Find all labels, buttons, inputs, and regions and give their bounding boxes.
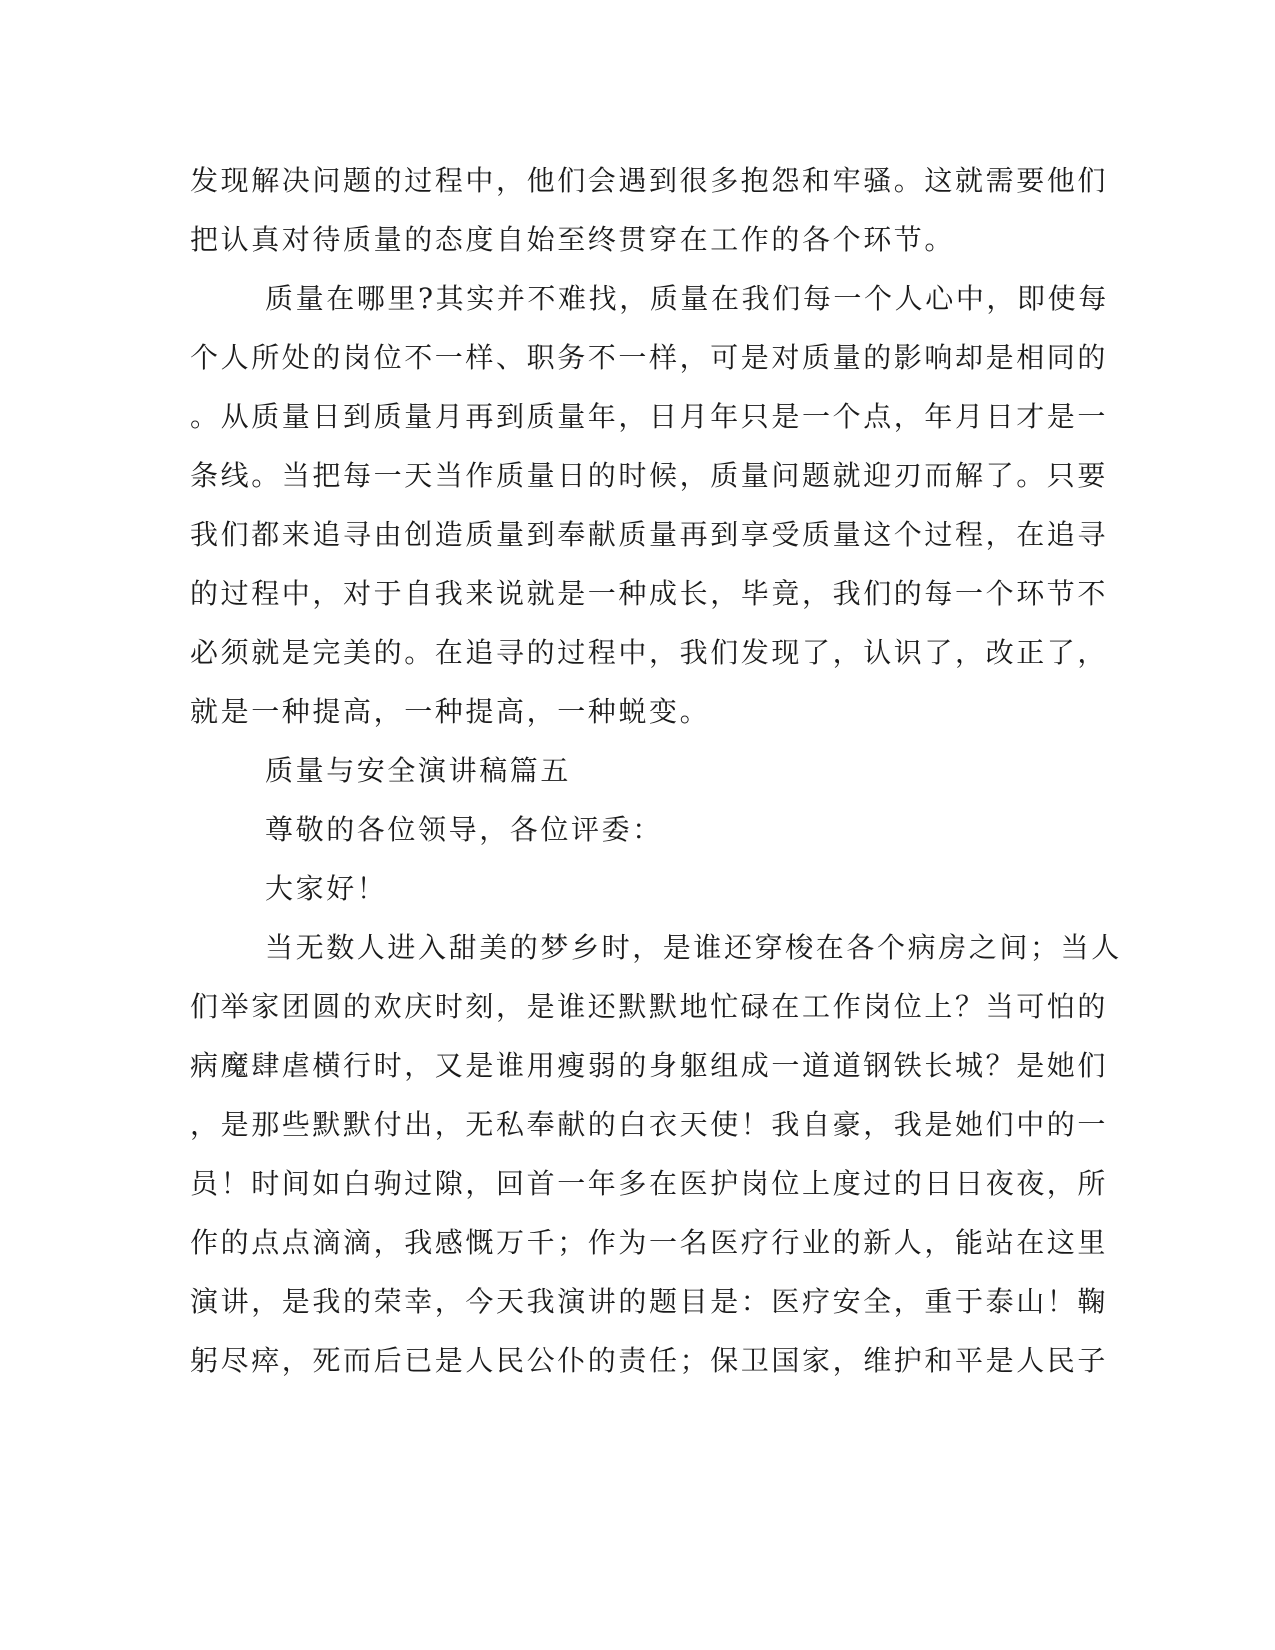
text-line: 我们都来追寻由创造质量到奉献质量再到享受质量这个过程，在追寻 bbox=[190, 518, 1109, 551]
text-line: 的过程中，对于自我来说就是一种成长，毕竟，我们的每一个环节不 bbox=[190, 577, 1109, 610]
text-line: 把认真对待质量的态度自始至终贯穿在工作的各个环节。 bbox=[190, 223, 956, 256]
paragraph-start-line: 质量在哪里?其实并不难找，质量在我们每一个人心中，即使每 bbox=[265, 282, 1109, 315]
text-line: 演讲，是我的荣幸，今天我演讲的题目是：医疗安全，重于泰山！鞠 bbox=[190, 1285, 1109, 1318]
text-line: 条线。当把每一天当作质量日的时候，质量问题就迎刃而解了。只要 bbox=[190, 459, 1109, 492]
text-line: 员！时间如白驹过隙，回首一年多在医护岗位上度过的日日夜夜，所 bbox=[190, 1167, 1109, 1200]
text-line: 病魔肆虐横行时，又是谁用瘦弱的身躯组成一道道钢铁长城？是她们 bbox=[190, 1049, 1109, 1082]
text-line: 躬尽瘁，死而后已是人民公仆的责任；保卫国家，维护和平是人民子 bbox=[190, 1344, 1109, 1377]
text-line: 。从质量日到质量月再到质量年，日月年只是一个点，年月日才是一 bbox=[190, 400, 1109, 433]
text-line: 个人所处的岗位不一样、职务不一样，可是对质量的影响却是相同的 bbox=[190, 341, 1109, 374]
text-line: 作的点点滴滴，我感慨万千；作为一名医疗行业的新人，能站在这里 bbox=[190, 1226, 1109, 1259]
text-line: ，是那些默默付出，无私奉献的白衣天使！我自豪，我是她们中的一 bbox=[190, 1108, 1109, 1141]
text-line: 发现解决问题的过程中，他们会遇到很多抱怨和牢骚。这就需要他们 bbox=[190, 164, 1109, 197]
salutation: 尊敬的各位领导，各位评委： bbox=[265, 813, 663, 846]
text-line: 必须就是完美的。在追寻的过程中，我们发现了，认识了，改正了， bbox=[190, 636, 1109, 669]
text-line: 们举家团圆的欢庆时刻，是谁还默默地忙碌在工作岗位上？当可怕的 bbox=[190, 990, 1109, 1023]
text-line: 就是一种提高，一种提高，一种蜕变。 bbox=[190, 695, 711, 728]
section-title: 质量与安全演讲稿篇五 bbox=[265, 754, 572, 787]
paragraph-start-line: 当无数人进入甜美的梦乡时，是谁还穿梭在各个病房之间；当人 bbox=[265, 931, 1122, 964]
greeting: 大家好！ bbox=[265, 872, 388, 905]
